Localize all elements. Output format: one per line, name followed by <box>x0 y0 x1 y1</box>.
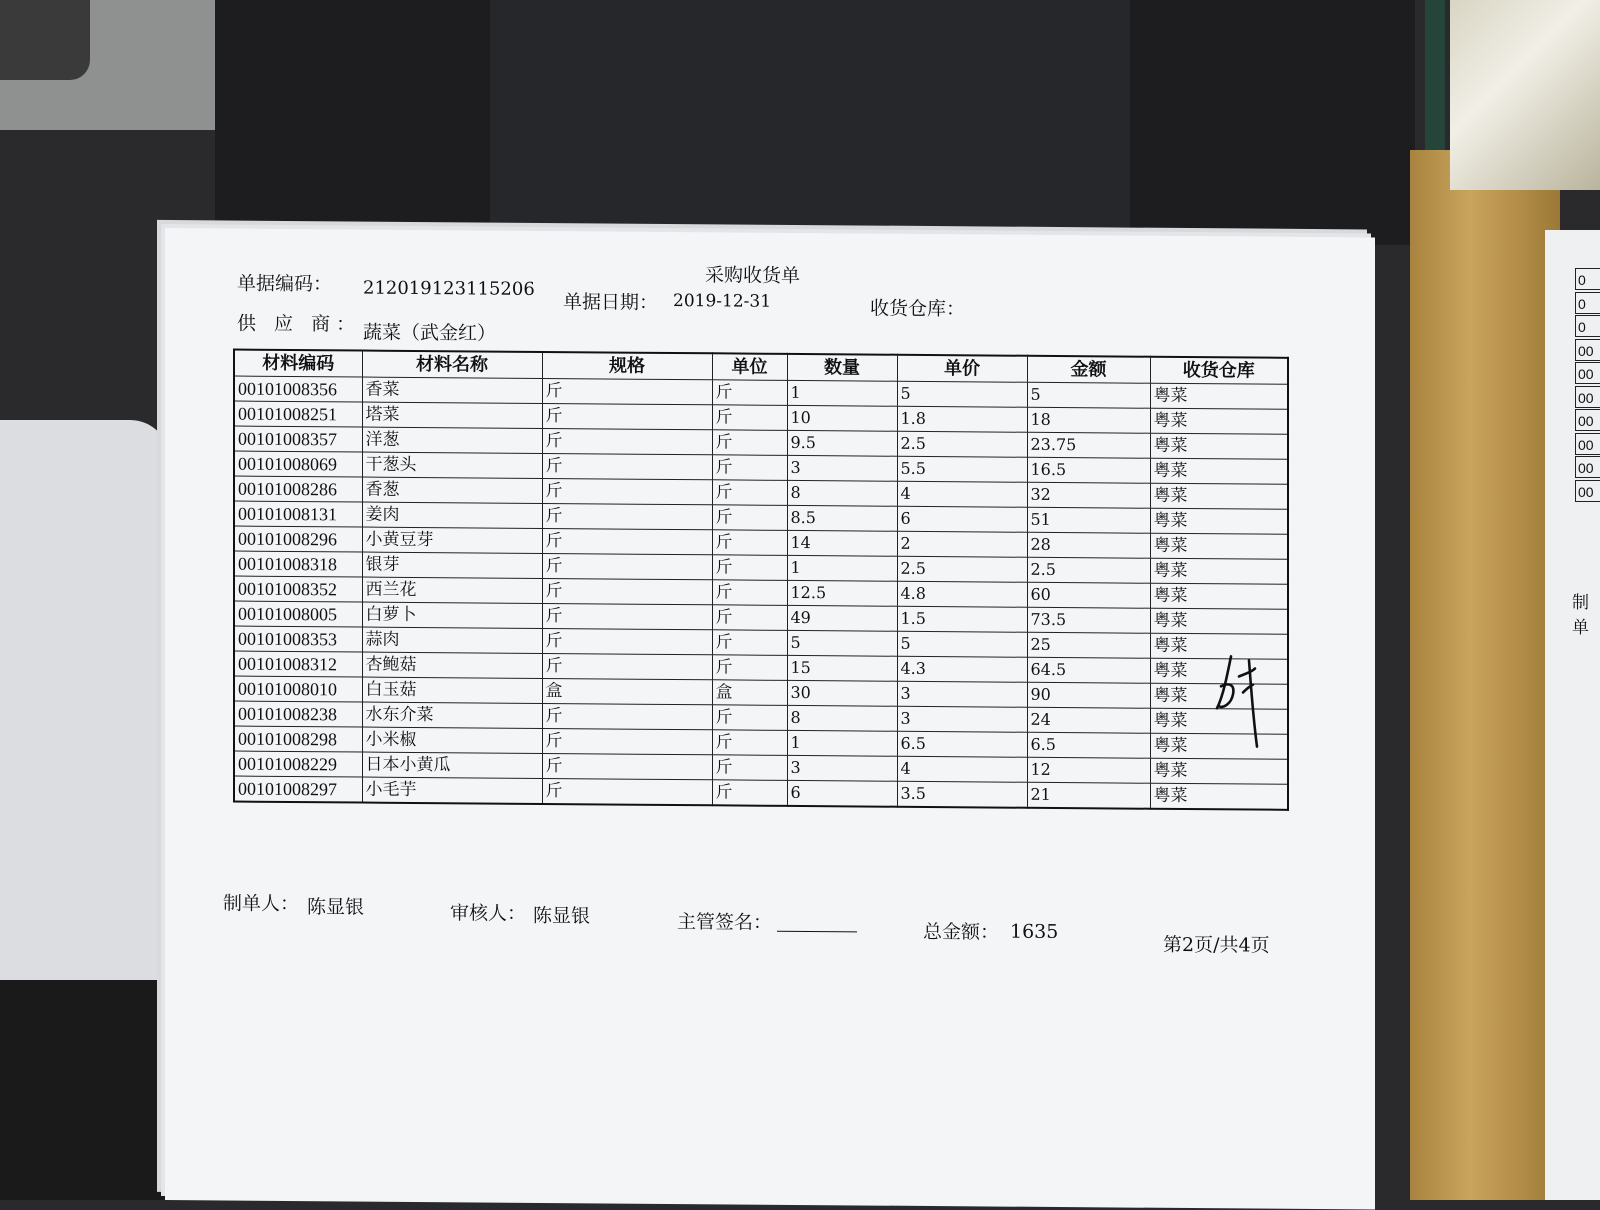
spec-cell: 斤 <box>542 778 712 805</box>
unit-price-cell: 2 <box>897 531 1027 557</box>
unit-cell: 斤 <box>712 530 787 556</box>
supplier-value: 蔬菜（武金红） <box>363 321 497 345</box>
printer-panel <box>490 0 1130 240</box>
doc-number-value: 212019123115206 <box>363 277 535 300</box>
warehouse-label: 收货仓库： <box>870 297 966 321</box>
material-code-cell: 00101008286 <box>234 476 362 502</box>
total-amount-value: 1635 <box>1010 920 1059 944</box>
background-paper-cell: 00 <box>1575 362 1600 384</box>
material-code-cell: 00101008356 <box>234 376 362 402</box>
amount-cell: 21 <box>1027 782 1150 808</box>
background-paper-cell: 0 <box>1575 268 1600 290</box>
material-name-cell: 水东介菜 <box>362 702 542 728</box>
unit-cell: 斤 <box>712 630 787 656</box>
amount-cell: 28 <box>1027 532 1150 558</box>
unit-price-cell: 1.5 <box>897 606 1027 632</box>
quantity-cell: 3 <box>787 755 897 781</box>
spec-cell: 斤 <box>542 378 712 404</box>
warehouse-cell: 粤菜 <box>1150 633 1288 659</box>
material-name-cell: 香菜 <box>362 377 542 403</box>
material-name-cell: 香葱 <box>362 477 542 503</box>
material-name-cell: 干葱头 <box>362 452 542 478</box>
material-code-cell: 00101008298 <box>234 726 362 752</box>
material-code-cell: 00101008318 <box>234 551 362 577</box>
material-name-cell: 日本小黄瓜 <box>362 752 542 778</box>
material-name-cell: 小黄豆芽 <box>362 527 542 553</box>
material-code-cell: 00101008238 <box>234 701 362 727</box>
quantity-cell: 10 <box>787 405 897 431</box>
quantity-cell: 30 <box>787 680 897 706</box>
amount-cell: 6.5 <box>1027 732 1150 758</box>
unit-cell: 斤 <box>712 455 787 481</box>
spec-cell: 斤 <box>542 753 712 779</box>
unit-cell: 斤 <box>712 505 787 531</box>
unit-price-cell: 4.3 <box>897 656 1027 682</box>
background-paper-cell: 00 <box>1575 386 1600 408</box>
warehouse-cell: 粤菜 <box>1150 533 1288 559</box>
unit-price-cell: 5 <box>897 381 1027 407</box>
unit-cell: 斤 <box>712 430 787 456</box>
warehouse-cell: 粤菜 <box>1150 558 1288 584</box>
unit-price-cell: 4.8 <box>897 581 1027 607</box>
material-name-cell: 银芽 <box>362 552 542 578</box>
amount-cell: 23.75 <box>1027 432 1150 458</box>
material-name-cell: 蒜肉 <box>362 627 542 653</box>
background-desk <box>0 980 170 1200</box>
spec-cell: 盒 <box>542 678 712 704</box>
unit-price-cell: 4 <box>897 756 1027 782</box>
material-code-cell: 00101008010 <box>234 676 362 702</box>
unit-price-cell: 5.5 <box>897 456 1027 482</box>
spec-cell: 斤 <box>542 403 712 429</box>
unit-cell: 斤 <box>712 605 787 631</box>
material-code-cell: 00101008069 <box>234 451 362 477</box>
unit-price-cell: 5 <box>897 631 1027 657</box>
material-code-cell: 00101008296 <box>234 526 362 552</box>
material-name-cell: 洋葱 <box>362 427 542 453</box>
material-code-cell: 00101008005 <box>234 601 362 627</box>
quantity-cell: 12.5 <box>787 580 897 606</box>
handwritten-signature <box>1213 646 1273 756</box>
unit-price-cell: 3.5 <box>897 781 1027 808</box>
column-header: 金额 <box>1027 356 1150 383</box>
warehouse-cell: 粤菜 <box>1150 708 1288 734</box>
column-header: 单价 <box>897 355 1027 383</box>
background-paper-cell: 00 <box>1575 339 1600 361</box>
supplier-label: 供 应 商： <box>237 312 362 336</box>
material-code-cell: 00101008229 <box>234 751 362 777</box>
amount-cell: 32 <box>1027 482 1150 508</box>
material-name-cell: 姜肉 <box>362 502 542 528</box>
unit-price-cell: 4 <box>897 481 1027 507</box>
spec-cell: 斤 <box>542 478 712 504</box>
warehouse-cell: 粤菜 <box>1150 408 1288 434</box>
quantity-cell: 8.5 <box>787 505 897 531</box>
checker-label: 审核人： <box>450 902 527 925</box>
amount-cell: 73.5 <box>1027 607 1150 633</box>
material-name-cell: 白萝卜 <box>362 602 542 628</box>
material-name-cell: 小毛芋 <box>362 777 542 804</box>
amount-cell: 64.5 <box>1027 657 1150 683</box>
warehouse-cell: 粤菜 <box>1150 483 1288 509</box>
quantity-cell: 9.5 <box>787 430 897 456</box>
receipt-document <box>165 228 1375 1210</box>
background-paper-cell: 00 <box>1575 433 1600 455</box>
quantity-cell: 14 <box>787 530 897 556</box>
warehouse-cell: 粤菜 <box>1150 783 1288 810</box>
spec-cell: 斤 <box>542 428 712 454</box>
background-left-paper <box>0 420 170 980</box>
background-object <box>1450 0 1600 190</box>
column-header: 材料编码 <box>234 350 362 378</box>
quantity-cell: 1 <box>787 730 897 756</box>
amount-cell: 12 <box>1027 757 1150 783</box>
amount-cell: 24 <box>1027 707 1150 733</box>
quantity-cell: 3 <box>787 455 897 481</box>
background-device <box>0 0 90 80</box>
background-paper-cell: 0 <box>1575 315 1600 337</box>
unit-cell: 斤 <box>712 480 787 506</box>
unit-cell: 斤 <box>712 705 787 731</box>
table-body <box>234 376 1288 810</box>
unit-cell: 斤 <box>712 730 787 756</box>
quantity-cell: 1 <box>787 555 897 581</box>
warehouse-cell: 粤菜 <box>1150 383 1288 409</box>
manager-signature-label: 主管签名： <box>677 911 773 934</box>
column-header: 数量 <box>787 354 897 381</box>
quantity-cell: 6 <box>787 780 897 806</box>
unit-cell: 斤 <box>712 380 787 406</box>
spec-cell: 斤 <box>542 528 712 554</box>
unit-cell: 斤 <box>712 555 787 581</box>
material-name-cell: 白玉菇 <box>362 677 542 703</box>
unit-price-cell: 6.5 <box>897 731 1027 757</box>
document-title: 采购收货单 <box>705 264 801 287</box>
material-code-cell: 00101008297 <box>234 776 362 803</box>
amount-cell: 25 <box>1027 632 1150 658</box>
material-code-cell: 00101008312 <box>234 651 362 677</box>
doc-number-label: 单据编码： <box>237 272 333 296</box>
quantity-cell: 8 <box>787 480 897 506</box>
unit-price-cell: 3 <box>897 681 1027 707</box>
unit-price-cell: 3 <box>897 706 1027 732</box>
material-code-cell: 00101008357 <box>234 426 362 452</box>
background-wood-panel <box>1410 150 1560 1200</box>
material-code-cell: 00101008251 <box>234 401 362 427</box>
unit-cell: 斤 <box>712 405 787 431</box>
page-indicator: 第2页/共4页 <box>1163 933 1270 957</box>
warehouse-cell: 粤菜 <box>1150 658 1288 684</box>
spec-cell: 斤 <box>542 603 712 629</box>
warehouse-cell: 粤菜 <box>1150 608 1288 634</box>
quantity-cell: 8 <box>787 705 897 731</box>
total-amount-label: 总金额： <box>923 920 1000 944</box>
background-right-paper-label: 制单 <box>1572 593 1589 638</box>
unit-price-cell: 1.8 <box>897 406 1027 432</box>
background-paper-cell: 00 <box>1575 409 1600 431</box>
unit-price-cell: 2.5 <box>897 556 1027 582</box>
spec-cell: 斤 <box>542 453 712 479</box>
amount-cell: 16.5 <box>1027 457 1150 483</box>
spec-cell: 斤 <box>542 503 712 529</box>
amount-cell: 90 <box>1027 682 1150 708</box>
warehouse-cell: 粤菜 <box>1150 733 1288 759</box>
background-paper-cell: 00 <box>1575 480 1600 502</box>
column-header: 规格 <box>542 352 712 380</box>
column-header: 材料名称 <box>362 351 542 379</box>
background-paper-cell: 0 <box>1575 292 1600 314</box>
items-table <box>233 349 1289 811</box>
material-code-cell: 00101008353 <box>234 626 362 652</box>
material-code-cell: 00101008131 <box>234 501 362 527</box>
unit-cell: 斤 <box>712 755 787 781</box>
warehouse-cell: 粤菜 <box>1150 758 1288 784</box>
unit-cell: 斤 <box>712 655 787 681</box>
warehouse-cell: 粤菜 <box>1150 433 1288 459</box>
spec-cell: 斤 <box>542 628 712 654</box>
unit-price-cell: 2.5 <box>897 431 1027 457</box>
column-header: 收货仓库 <box>1150 357 1288 385</box>
manager-signature-line <box>777 931 857 933</box>
quantity-cell: 1 <box>787 380 897 406</box>
unit-cell: 盒 <box>712 680 787 706</box>
maker-label: 制单人： <box>223 892 300 916</box>
checker-value: 陈显银 <box>533 904 591 928</box>
amount-cell: 51 <box>1027 507 1150 533</box>
quantity-cell: 49 <box>787 605 897 631</box>
spec-cell: 斤 <box>542 578 712 604</box>
unit-price-cell: 6 <box>897 506 1027 532</box>
doc-date-value: 2019-12-31 <box>673 290 772 312</box>
amount-cell: 5 <box>1027 382 1150 408</box>
quantity-cell: 15 <box>787 655 897 681</box>
background-paper-cell: 00 <box>1575 456 1600 478</box>
spec-cell: 斤 <box>542 553 712 579</box>
unit-cell: 斤 <box>712 580 787 606</box>
material-name-cell: 杏鲍菇 <box>362 652 542 678</box>
amount-cell: 2.5 <box>1027 557 1150 583</box>
quantity-cell: 5 <box>787 630 897 656</box>
warehouse-cell: 粤菜 <box>1150 683 1288 709</box>
doc-date-label: 单据日期： <box>563 291 659 314</box>
material-name-cell: 塔菜 <box>362 402 542 428</box>
maker-value: 陈显银 <box>307 896 365 919</box>
spec-cell: 斤 <box>542 703 712 729</box>
material-code-cell: 00101008352 <box>234 576 362 602</box>
material-name-cell: 西兰花 <box>362 577 542 603</box>
amount-cell: 18 <box>1027 407 1150 433</box>
unit-cell: 斤 <box>712 780 787 806</box>
warehouse-cell: 粤菜 <box>1150 508 1288 534</box>
amount-cell: 60 <box>1027 582 1150 608</box>
warehouse-cell: 粤菜 <box>1150 458 1288 484</box>
spec-cell: 斤 <box>542 653 712 679</box>
material-name-cell: 小米椒 <box>362 727 542 753</box>
spec-cell: 斤 <box>542 728 712 754</box>
column-header: 单位 <box>712 353 787 380</box>
warehouse-cell: 粤菜 <box>1150 583 1288 609</box>
